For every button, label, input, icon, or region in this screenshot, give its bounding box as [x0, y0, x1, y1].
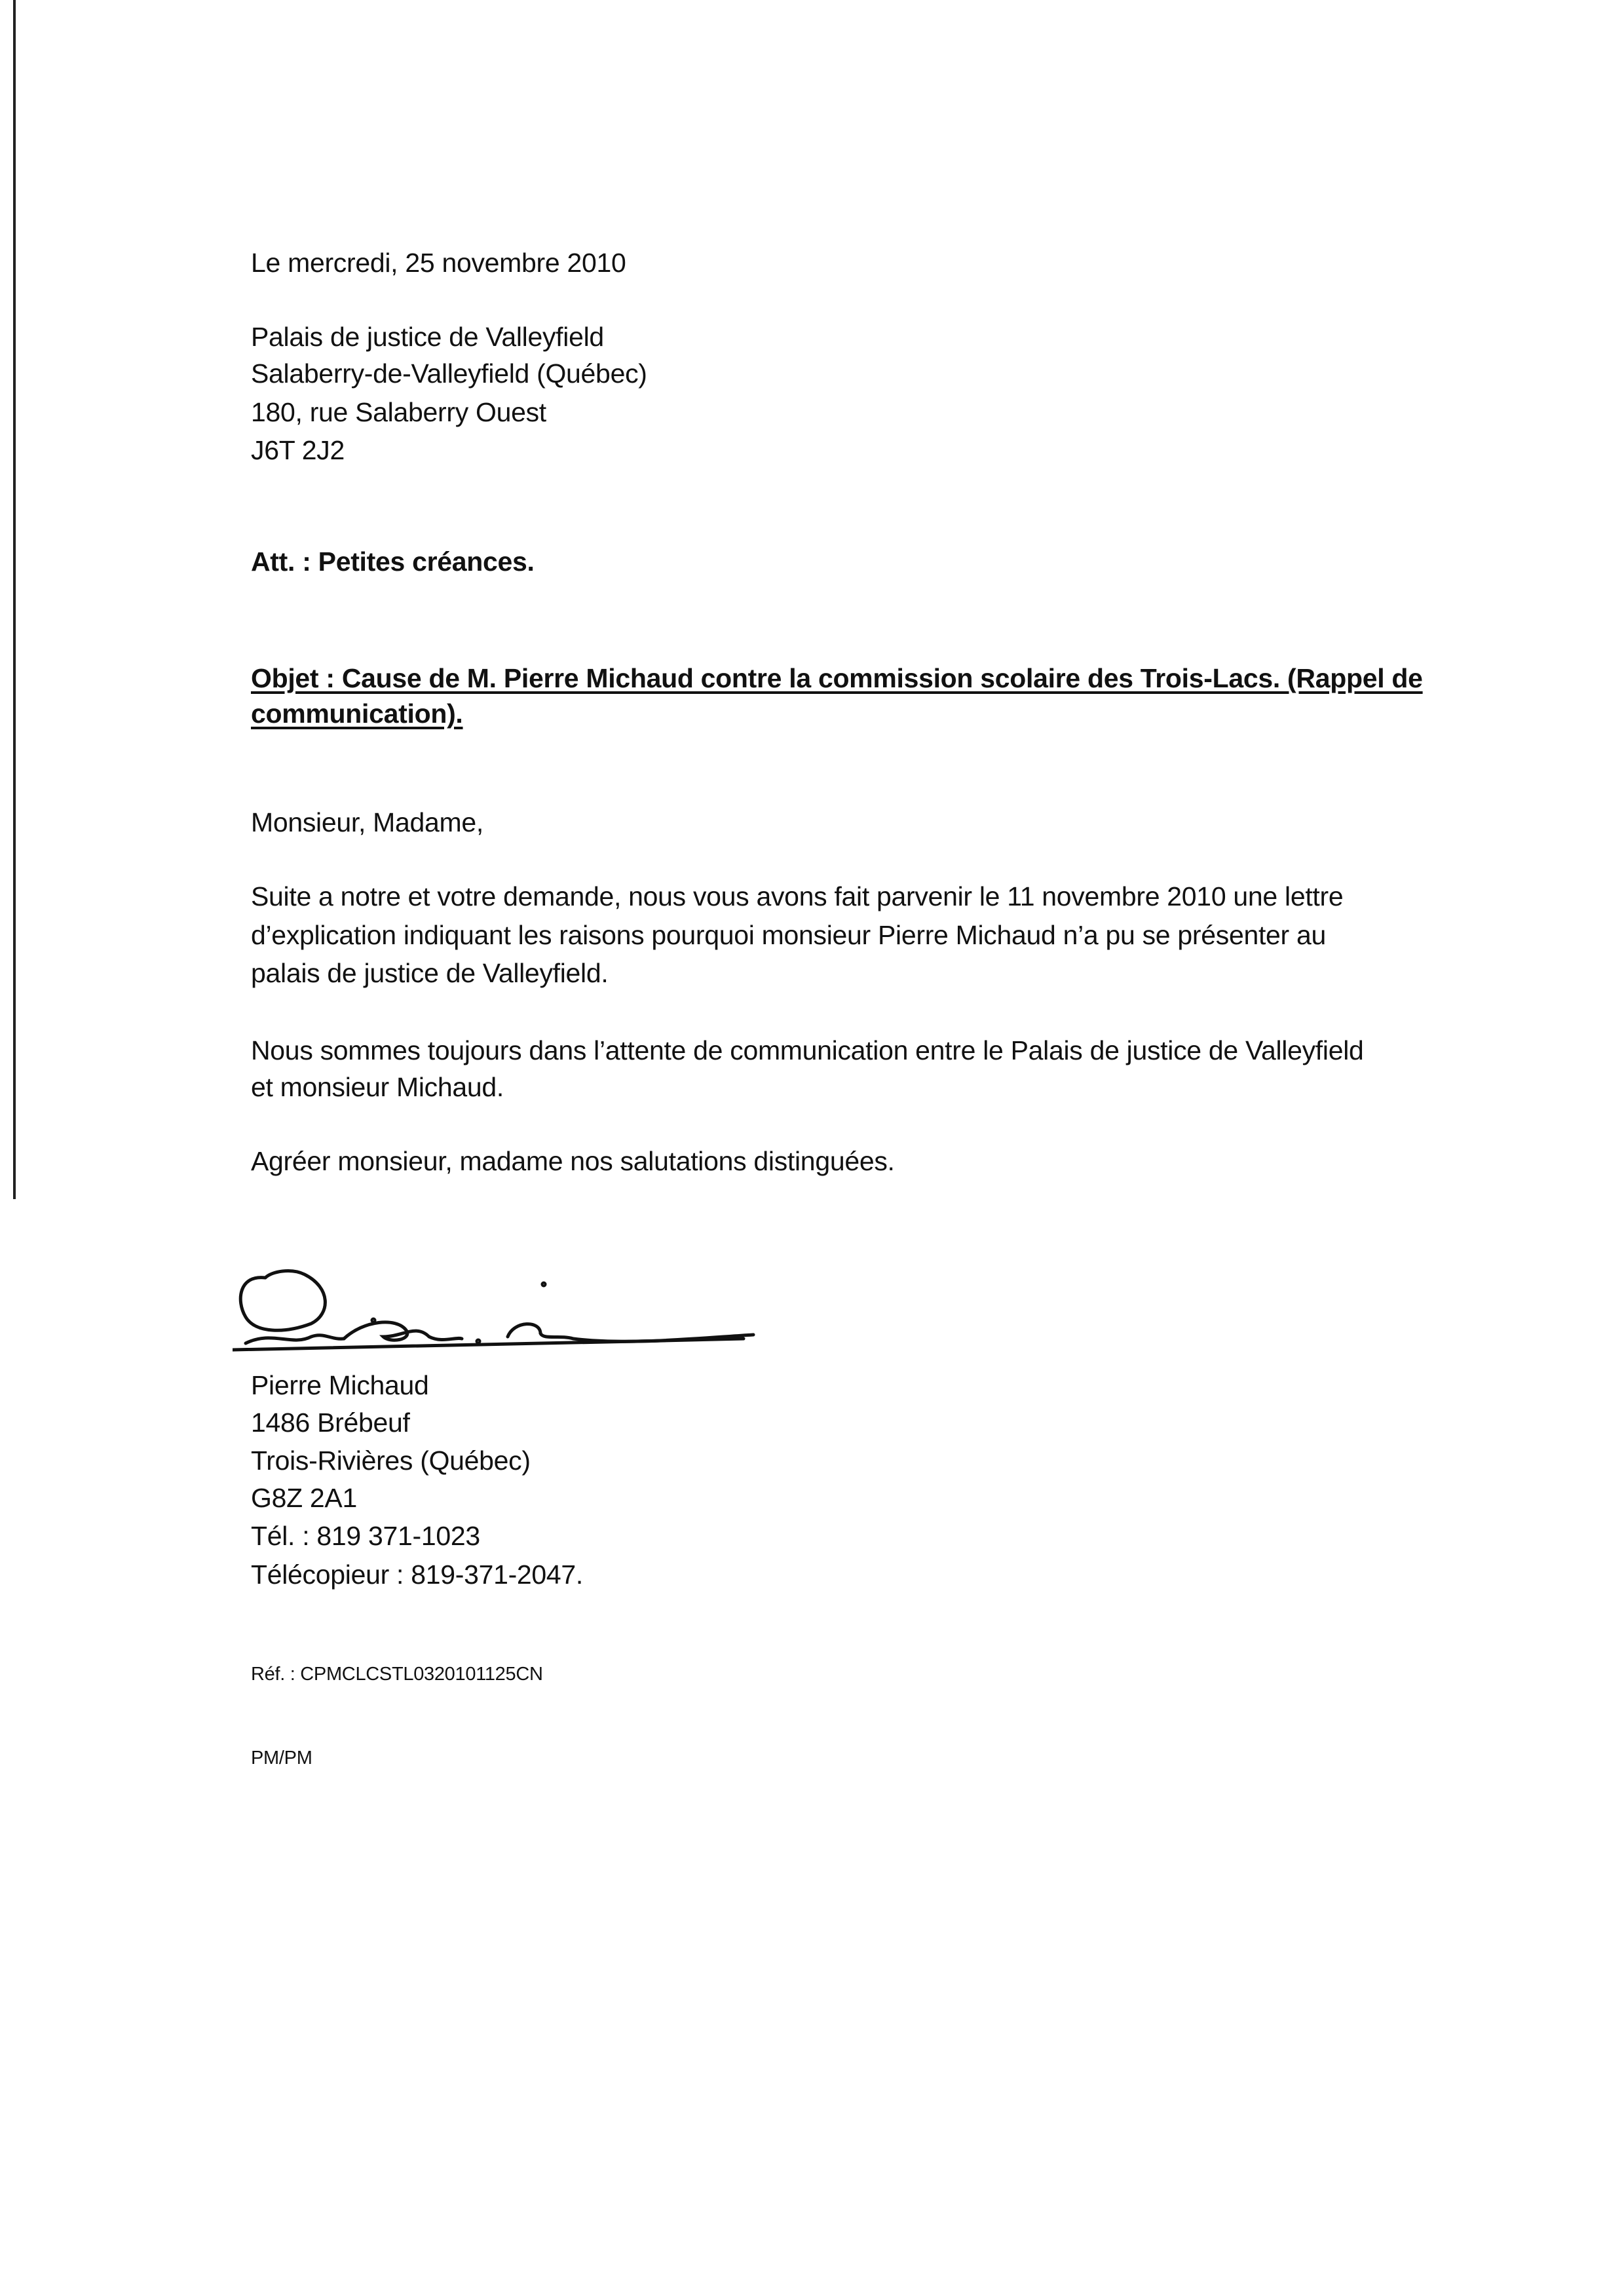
- handwritten-signature: [233, 1261, 757, 1360]
- recipient-line: Salaberry-de-Valleyfield (Québec): [251, 358, 647, 389]
- recipient-line: 180, rue Salaberry Ouest: [251, 397, 546, 427]
- letter-date: Le mercredi, 25 novembre 2010: [251, 248, 626, 278]
- sender-address-line: 1486 Brébeuf: [251, 1407, 410, 1438]
- subject-line: Objet : Cause de M. Pierre Michaud contre la commission scolaire des Trois-Lacs. (Rappel de: [251, 663, 1423, 693]
- reference-number: Réf. : CPMCLCSTL0320101125CN: [251, 1664, 543, 1685]
- initials: PM/PM: [251, 1748, 312, 1769]
- closing-line: Agréer monsieur, madame nos salutations distinguées.: [251, 1146, 895, 1176]
- sender-phone: Tél. : 819 371-1023: [251, 1521, 480, 1551]
- paragraph-line: Nous sommes toujours dans l’attente de communication entre le Palais de justice de Valleyfield: [251, 1035, 1364, 1065]
- paragraph-line: d’explication indiquant les raisons pourquoi monsieur Pierre Michaud n’a pu se présenter au: [251, 920, 1327, 950]
- salutation: Monsieur, Madame,: [251, 807, 483, 837]
- sender-address-line: Trois-Rivières (Québec): [251, 1445, 531, 1476]
- recipient-line: Palais de justice de Valleyfield: [251, 322, 604, 352]
- sender-name: Pierre Michaud: [251, 1370, 429, 1400]
- subject-line: communication).: [251, 698, 463, 729]
- recipient-line: J6T 2J2: [251, 435, 345, 465]
- paragraph-line: et monsieur Michaud.: [251, 1072, 504, 1102]
- attention-line: Att. : Petites créances.: [251, 546, 535, 577]
- sender-fax: Télécopieur : 819-371-2047.: [251, 1559, 584, 1590]
- sender-address-line: G8Z 2A1: [251, 1483, 357, 1513]
- paragraph-line: palais de justice de Valleyfield.: [251, 958, 609, 988]
- paragraph-line: Suite a notre et votre demande, nous vous avons fait parvenir le 11 novembre 2010 une lettre: [251, 881, 1344, 911]
- scan-edge-line: [13, 0, 16, 1199]
